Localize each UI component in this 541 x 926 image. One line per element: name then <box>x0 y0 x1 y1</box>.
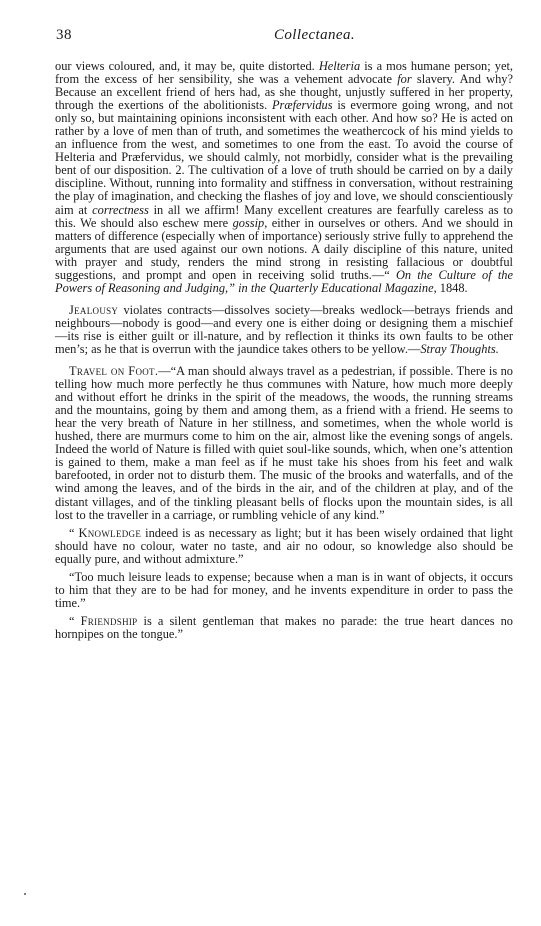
text-run: , 1848. <box>433 280 468 295</box>
paragraph-travel-on-foot <box>55 365 513 522</box>
text-run: indeed is as necessary as light; but it has been wisely ordained that light should have no colour, water no taste, and air no odour, so knowledge also should be equally pure, and without admixture.” <box>55 525 513 566</box>
entry-heading-friendship: Friendship <box>80 613 138 628</box>
paragraph-leisure <box>55 571 513 610</box>
text-run: is evermore going wrong, and not only so, but maintaining opinions inconsistent with each other. And how so? He is acted on rather by a love of men than of truth, and sometimes the weathercock of his mind yields to an influence from the west, and sometimes to one from the east. To avoid the course of Helteria and Præfervidus, we should calmly, not morbidly, consider what is the prevailing bent of our disposition. 2. The cultivation of a love of truth should be carried on by a daily discipline. Without, running into formality and stiffness in conversation, without restraining the play of imagination, and checking the flashes of joy and love, we should conscientiously aim at <box>55 98 513 217</box>
paragraph-reasoning-continued <box>55 60 513 295</box>
text-run: is a mos humane person; yet, from the excess of her sensibility, she was a vehement advocate <box>55 59 513 87</box>
italic-word-gossip: gossip <box>232 215 265 230</box>
text-run: is a silent gentleman that makes no parade: the true heart dances no hornpipes on the tongue.” <box>55 613 513 641</box>
paragraph-friendship <box>55 615 513 641</box>
print-speck <box>24 893 26 895</box>
text-run: our views coloured, and, it may be, quite distorted. <box>55 59 319 73</box>
text-run: in all we affirm! Many excellent creatures are fearfully careless as to this. We should also eschew mere <box>55 202 513 230</box>
text-run: “Too much leisure leads to expense; because when a man is in want of objects, it occurs to him that they are to be had for money, and he invents expenditure in order to pass the time.” <box>55 569 513 610</box>
italic-name-praefervidus: Præfervidus <box>271 98 333 113</box>
page-body <box>55 60 513 641</box>
text-run: “ <box>69 613 81 628</box>
paragraph-jealousy <box>55 304 513 356</box>
entry-heading-jealousy: Jealousy <box>69 302 119 317</box>
page-number: 38 <box>56 27 72 43</box>
text-run: violates contracts—dissolves society—breaks wedlock—betrays friends and neighbours—nobody is good—and every one is either doing or designing them a mischief—its rise is either guilt or ill-nature, and by reflection it thinks its own faults to be other men’s; as he that is overrun with the jaundice takes others to be yellow.— <box>55 302 513 356</box>
text-run: , either in ourselves or others. And we should in matters of difference (especially when of importance) seriously strive fully to apprehend the arguments that are used against our own notions. A daily discipline of this nature, united with prayer and study, renders the mind strong in resisting fallacious or doubtful suggestions, and prompt and open in receiving solid truths.—“ <box>55 215 513 282</box>
text-run: slavery. And why? Because an excellent friend of hers had, as she thought, unjustly suffered in her property, through the exertions of the abolitionists. <box>55 72 513 113</box>
italic-word-correctness: correctness <box>92 202 149 217</box>
source-citation: Stray Thoughts. <box>420 341 499 356</box>
entry-heading-travel-on-foot: Travel on Foot. <box>69 364 159 379</box>
italic-word-for: for <box>397 72 412 87</box>
text-run: —“A man should always travel as a pedestrian, if possible. There is no telling how much more perfectly he thus communes with Nature, how much more deeply and without effort he drinks in the spirit of the meadows, the woods, the running streams and the mountains, going by them and among them, as a friend with a friend. He seems to hear the very breath of Nature in her stillness, and sometimes, when the whole world is hushed, there are murmurs come to him on the air, almost like the evening songs of angels. Indeed the world of Nature is filled with quiet soul-like sounds, which, when one’s attention is gained to them, make a man feel as if he must take his shoes from his feet and walk barefooted, in order not to disturb them. The music of the brooks and waterfalls, and of the wind among the leaves, and of the birds in the air, and of the children at play, and of the distant villages, and of the tinkling pleasant bells of flocks upon the mountain sides, is all lost to the traveller in a carriage, or rumbling vehicle of any kind.” <box>55 364 513 522</box>
source-citation: On the Culture of the Powers of Reasoning and Judging,” in the Quarterly Educational Magazine <box>55 267 513 295</box>
paragraph-knowledge <box>55 527 513 566</box>
page-header <box>56 27 512 47</box>
entry-heading-knowledge: Knowledge <box>78 525 142 540</box>
text-run: “ <box>69 525 79 540</box>
italic-name-helteria: Helteria <box>318 59 361 73</box>
running-title: Collectanea. <box>274 27 356 43</box>
